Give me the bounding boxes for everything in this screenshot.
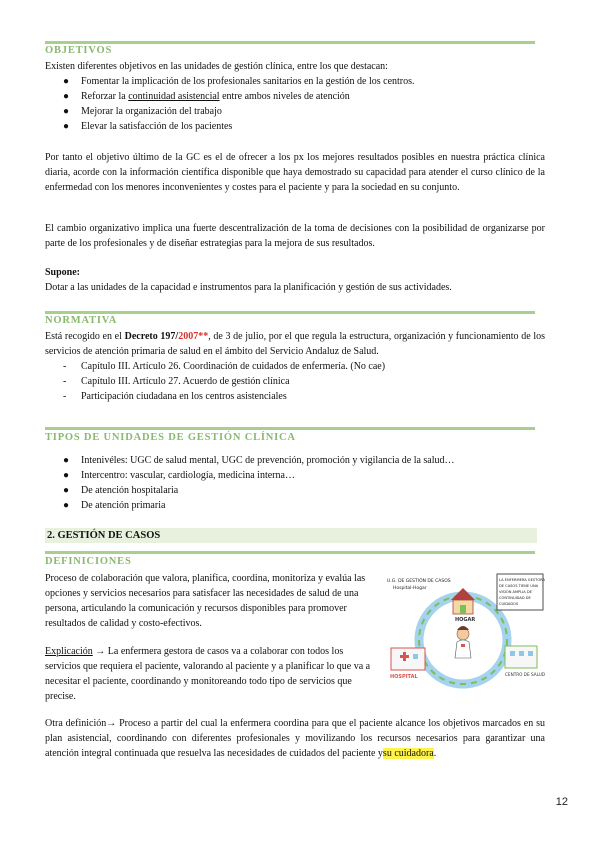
svg-text:LA ENFERMERA GESTORA: LA ENFERMERA GESTORA xyxy=(499,578,545,582)
svg-text:VISIÓN AMPLIA DE: VISIÓN AMPLIA DE xyxy=(499,590,532,594)
dash-icon: - xyxy=(63,361,67,372)
svg-text:DE CASOS TIENE UNA: DE CASOS TIENE UNA xyxy=(499,584,539,588)
bullet-icon: ● xyxy=(63,500,70,511)
decreto-ref: Decreto 197/ xyxy=(124,331,179,342)
care-coordination-illustration xyxy=(385,572,545,692)
svg-text:Hospital-Hogar: Hospital-Hogar xyxy=(393,586,427,591)
supone-label: Supone: xyxy=(45,267,81,278)
objetivos-intro: Existen diferentes objetivos en las unidades de gestión clínica, entre los que destacan: xyxy=(45,61,388,72)
bullet-icon: ● xyxy=(63,470,70,481)
list-item: ● Mejorar la organización del trabajo xyxy=(63,106,222,117)
bullet-icon: ● xyxy=(63,106,70,117)
highlighted-text: su cuidadora xyxy=(382,748,434,759)
section-rule xyxy=(45,551,535,554)
tipos-list xyxy=(45,453,545,513)
list-item: - Capítulo III. Artículo 26. Coordinación de cuidados de enfermería. (No cae) xyxy=(63,361,386,372)
objetivos-paragraph-1: Por tanto el objetivo último de la GC es el de ofrecer a los px los mejores resultados posibles en nuestra práctica clínica diaria, acorde con la información científica disponible que haya demostrado su capacidad para atender el curso clínico de la enfermedad con los menores inconvenientes y costes para el paciente y para la sociedad en su conjunto. xyxy=(45,152,545,193)
hospital-icon xyxy=(391,648,425,670)
definicion-paragraph: Proceso de colaboración que valora, planifica, coordina, monitoriza y evalúa las opciones y servicios necesarios para satisfacer las necesidades de salud de una persona, articulando la comunicación y recursos disponibles para promover resultados de calidad y costo-efectivos. xyxy=(45,573,366,629)
bullet-icon: ● xyxy=(63,91,70,102)
normativa-list xyxy=(45,359,545,404)
page-number: 12 xyxy=(555,796,568,808)
list-item: - Capítulo III. Artículo 27. Acuerdo de gestión clínica xyxy=(63,376,290,387)
list-item: - Participación ciudadana en los centros asistenciales xyxy=(63,391,287,402)
list-item: ● Reforzar la continuidad asistencial entre ambos niveles de atención xyxy=(63,91,350,102)
explicacion-paragraph: Explicación → La enfermera gestora de casos va a colaborar con todos los servicios que requiera el paciente, valorando al paciente y a planificar lo que va a necesitar el paciente, coordinando y monitoreando todo tipo de servicios que precise. xyxy=(45,646,371,702)
svg-text:U.G. DE GESTIÓN DE CASOS: U.G. DE GESTIÓN DE CASOS xyxy=(387,579,451,584)
underlined-term: continuidad asistencial xyxy=(128,91,220,102)
hospital-label: HOSPITAL xyxy=(390,674,418,680)
normativa-paragraph: Está recogido en el Decreto 197/2007**, de 3 de julio, por el que regula la estructura, organización y funcionamiento de los servicios de atención primaria de salud en el ámbito del Servicio Andaluz de Salud. xyxy=(45,331,546,357)
otra-definicion-paragraph: Otra definición→ Proceso a partir del cual la enfermera coordina para que el paciente alcance los objetivos marcados en su plan asistencial, coordinando con diferentes profesionales y movilizando los recursos necesarios para garantizar una atención integral continuada que resuelva las necesidades de cuidados del paciente ysu cuidadora. xyxy=(45,718,545,759)
bullet-icon: ● xyxy=(63,76,70,87)
list-item: ● De atención hospitalaria xyxy=(63,485,179,496)
bullet-icon: ● xyxy=(63,455,70,466)
explicacion-label: Explicación xyxy=(45,646,93,657)
list-item: ● Elevar la satisfacción de los pacientes xyxy=(63,121,233,132)
supone-text: Dotar a las unidades de la capacidad e instrumentos para la planificación y gestión de sus actividades. xyxy=(45,282,452,293)
health-center-icon xyxy=(505,646,537,668)
objetivos-paragraph-2: El cambio organizativo implica una fuerte descentralización de la toma de decisiones con la posibilidad de organizarse por parte de los profesionales y de diseñar estrategias para la mejora de sus resultados. xyxy=(45,223,545,249)
list-item: ● Intercentro: vascular, cardiología, medicina interna… xyxy=(63,470,295,481)
section-rule xyxy=(45,41,535,44)
dash-icon: - xyxy=(63,391,67,402)
arrow-icon: → xyxy=(95,646,106,657)
dash-icon: - xyxy=(63,376,67,387)
definiciones-heading: DEFINICIONES xyxy=(45,556,132,567)
section-rule xyxy=(45,427,535,430)
section-2-title: 2. GESTIÓN DE CASOS xyxy=(45,528,537,543)
objetivos-list xyxy=(45,74,545,134)
section-rule xyxy=(45,311,535,314)
list-item: ● Intenivéles: UGC de salud mental, UGC de prevención, promoción y vigilancia de la salud… xyxy=(63,455,455,466)
list-item: ● Fomentar la implicación de los profesionales sanitarios en la gestión de los centros. xyxy=(63,76,415,87)
svg-text:CUIDADOS: CUIDADOS xyxy=(499,602,519,606)
objetivos-heading: OBJETIVOS xyxy=(45,45,113,56)
bullet-icon: ● xyxy=(63,121,70,132)
svg-text:CONTINUIDAD DE: CONTINUIDAD DE xyxy=(499,596,531,600)
centro-label: CENTRO DE SALUD xyxy=(505,672,545,677)
arrow-icon: → xyxy=(106,718,117,729)
hogar-label: HOGAR xyxy=(455,617,476,623)
normativa-heading: NORMATIVA xyxy=(45,315,118,326)
tipos-heading: TIPOS DE UNIDADES DE GESTIÓN CLÍNICA xyxy=(45,432,296,443)
decreto-year: 2007** xyxy=(178,331,209,342)
bullet-icon: ● xyxy=(63,485,70,496)
list-item: ● De atención primaria xyxy=(63,500,166,511)
